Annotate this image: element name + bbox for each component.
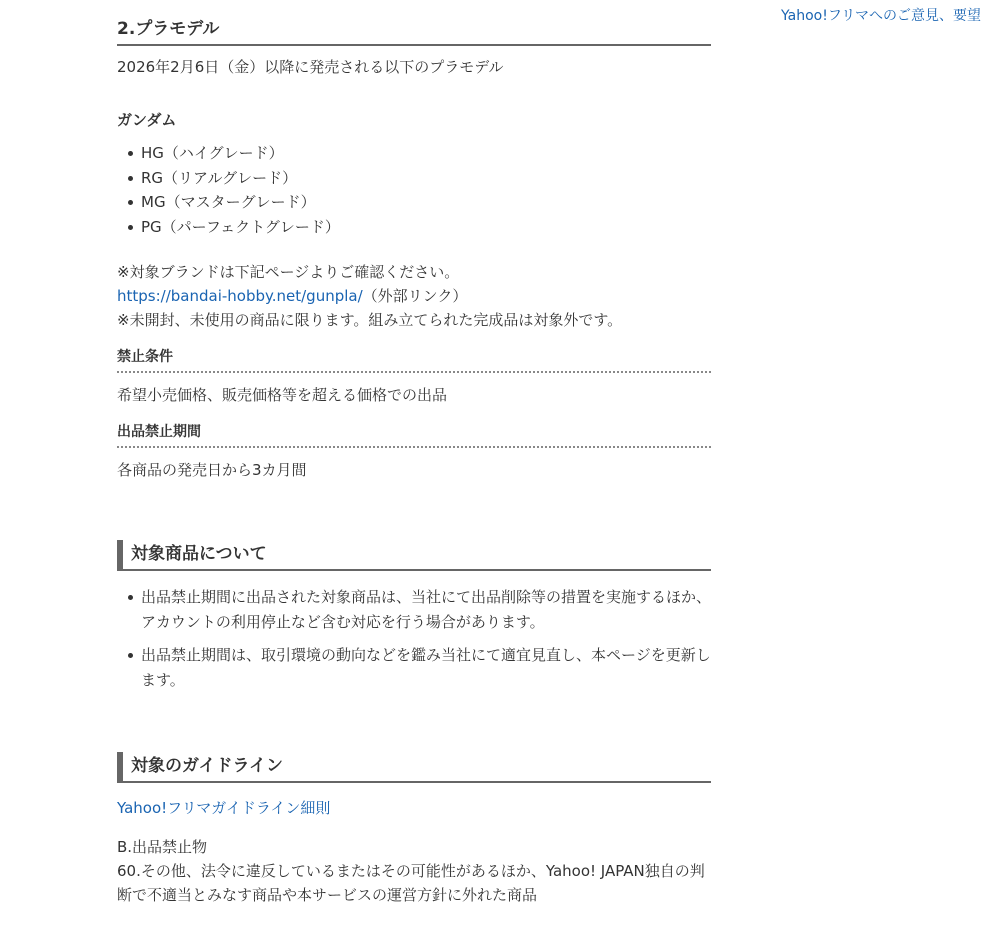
guideline-link[interactable]: Yahoo!フリマガイドライン細則 [117, 799, 331, 817]
plamodel-intro: 2026年2月6日（金）以降に発売される以下のプラモデル [117, 58, 504, 76]
brand-title: ガンダム [117, 111, 177, 129]
guideline-rule-text: 60.その他、法令に違反しているまたはその可能性があるほか、Yahoo! JAPAN独自の判断で不適当とみなす商品や本サービスの運営方針に外れた商品 [117, 862, 705, 904]
feedback-link[interactable]: Yahoo!フリマへのご意見、要望 [781, 8, 981, 24]
section-heading-guideline: 対象のガイドライン [117, 752, 711, 783]
prohibited-period-title: 出品禁止期間 [117, 421, 711, 448]
section-heading-plamodel: 2.プラモデル [117, 0, 711, 46]
grade-item-pg: PG（パーフェクトグレード） [117, 215, 711, 240]
note-unopened: ※未開封、未使用の商品に限ります。組み立てられた完成品は対象外です。 [117, 311, 623, 329]
external-link-label: （外部リンク） [362, 287, 468, 305]
target-products-item: 出品禁止期間に出品された対象商品は、当社にて出品削除等の措置を実施するほか、アカウントの利用停止など含む対応を行う場合があります。 [117, 585, 711, 634]
prohibited-condition-title: 禁止条件 [117, 346, 711, 373]
main-content [117, 0, 711, 907]
grade-item-rg: RG（リアルグレード） [117, 166, 711, 191]
section-heading-target-products: 対象商品について [117, 540, 711, 571]
target-products-list [117, 585, 711, 692]
grade-item-hg: HG（ハイグレード） [117, 141, 711, 166]
target-products-item: 出品禁止期間は、取引環境の動向などを鑑み当社にて適宜見直し、本ページを更新します。 [117, 643, 711, 692]
grade-item-mg: MG（マスターグレード） [117, 190, 711, 215]
gunpla-link[interactable]: https://bandai-hobby.net/gunpla/ [117, 287, 363, 305]
prohibited-condition-text: 希望小売価格、販売価格等を超える価格での出品 [117, 386, 448, 404]
guideline-category: B.出品禁止物 [117, 838, 208, 856]
brand-link-line [117, 284, 711, 308]
grade-list [117, 141, 711, 239]
prohibited-period-text: 各商品の発売日から3カ月間 [117, 461, 307, 479]
note-check-brand: ※対象ブランドは下記ページよりご確認ください。 [117, 263, 460, 281]
